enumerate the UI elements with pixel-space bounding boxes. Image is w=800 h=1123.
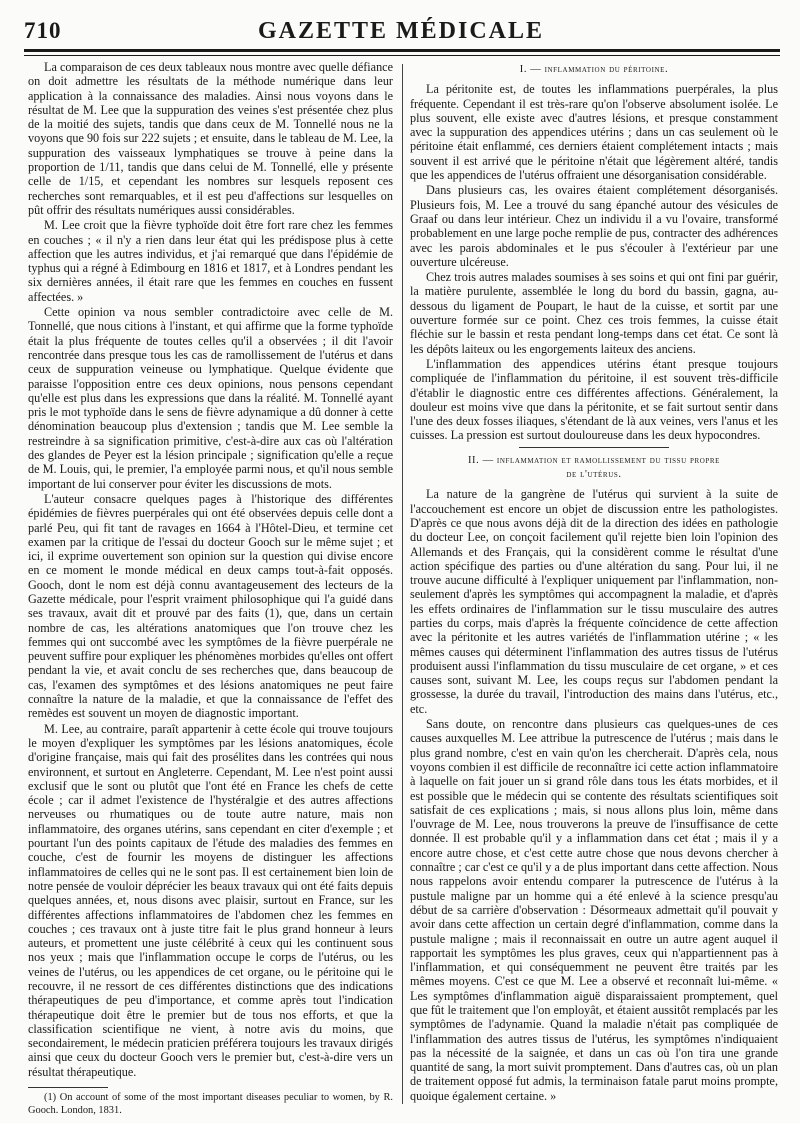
paragraph: Sans doute, on rencontre dans plusieurs cas quelques-unes de ces causes auxquelles M. Lee attribue la putrescence de l'utérus ; mais dans le plus grand nombre, c'est en vain qu'on les chercherait. D'après cela, nous voyons combien il est difficile de reconnaître ici cette action inflammatoire à laquelle on fait jouer un si grand rôle dans tous les états morbides, et il est possible que le médecin qui se contente des résultats scientifiques soit satisfait de ces explications ; mais, si nous allons plus loin, même dans l'ouvrage de M. Lee, nous trouverons la preuve de l'insuffisance de cette donnée. Il est probable qu'il y a inflammation dans cet état ; mais il y a encore autre chose, et c'est cette autre chose que nous devons chercher à connaître ; car c'est ce qu'il y a de plus important dans cette affection. Nous nous rappelons avoir entendu comparer la putrescence de l'utérus à la pustule maligne par un homme qui a été enlevé à la science presqu'au début de sa carrière d'observation : Désormeaux admettait qu'il pouvait y avoir dans cette affection un certain degré d'inflammation, comme dans la pustule maligne ; mais il reconnaissait en outre un autre agent auquel il rapportait les symptômes les plus graves, ceux qui n'appartiennent pas à l'inflammation, et qui conséquemment ne peuvent être traités par les mêmes moyens. C'est ce que M. Lee a observé et reconnaît lui-même. « Les symptômes d'inflammation aiguë disparaissaient promptement, quel que fût le traitement que l'on employât, et étaient aussitôt remplacés par les symptômes de l'adynamie. Quand la maladie n'était pas compliquée de l'inflammation des autres tissus de l'utérus, les symptômes n'indiquaient pas la nécessité de la saignée, et dans un cas où l'on tira une grande quantité de sang, la mort suivit promptement. Dans d'autres cas, où un plan de traitement opposé fut admis, la terminaison fatale parut moins prompte, quoique également certaine. » <box>410 717 778 1103</box>
page-number: 710 <box>24 18 62 43</box>
paragraph: La nature de la gangrène de l'utérus qui survient à la suite de l'accouchement est encore un objet de discussion entre les pathologistes. D'après ce que nous avons déjà dit de la direction des idées en pathologie du docteur Lee, on conçoit facilement qu'il rejette bien loin l'opinion des Allemands et des Français, qui la considèrent comme le résultat d'une action spécifique des parties ou d'une altération du sang. Pour lui, il ne trouve aucune difficulté à l'expliquer uniquement par l'inflammation, non-seulement d'après les symptômes qui accompagnent la maladie, et d'après les effets ordinaires de l'inflammation sur le tissu musculaire des autres parties du corps, mais d'après la fréquente coïncidence de cette affection avec la péritonite et les autres variétés de l'inflammation utérine ; « les mêmes causes qui déterminent l'inflammation des autres tissus de l'utérus produisent aussi l'inflammation du tissu musculaire de cet organe, » et ces causes sont, suivant M. Lee, les coups reçus sur l'abdomen pendant la grossesse, la durée du travail, l'introduction des mains dans l'utérus, etc., etc. <box>410 487 778 716</box>
footnote-rule <box>28 1087 108 1088</box>
section-heading-2 <box>410 454 778 483</box>
section-heading-1-text: I. — inflammation du péritoine. <box>519 64 669 75</box>
paragraph: L'inflammation des appendices utérins étant presque toujours compliquée de l'inflammation du péritoine, il est souvent très-difficile d'établir le diagnostic entre ces différentes affections. Généralement, la douleur est moins vive que dans la péritonite, et se fait surtout sentir dans l'une des deux fosses iliaques, s'étendant de là aux veines, vers l'anus et les cuisses. La pression est surtout douloureuse dans les deux hypocondres. <box>410 356 778 443</box>
section-heading-1 <box>410 63 778 77</box>
left-column <box>28 60 393 1118</box>
section-heading-2-line2: de l'utérus. <box>566 469 622 481</box>
header-rule-thin <box>24 55 780 56</box>
footnote: (1) On account of some of the most important diseases peculiar to women, by R. Gooch. London, 1831. <box>28 1092 393 1116</box>
section-separator <box>519 447 669 448</box>
paragraph: Chez trois autres malades soumises à ses soins et qui ont fini par guérir, la matière purulente, assemblée le long du bord du bassin, gagna, au-dessous du ligament de Poupart, le haut de la cuisse, et sortit par une ouverture formée sur ce point. Chez ces trois femmes, la cuisse était fléchie sur le bassin et resta pendant long-temps dans cet état. Ce sont là les dépôts laiteux ou les engorgements laiteux des anciens. <box>410 270 778 356</box>
right-column <box>410 60 778 1104</box>
paragraph: La comparaison de ces deux tableaux nous montre avec quelle défiance on doit admettre les résultats de la méthode numérique dans leur application à la connaissance des maladies. Ainsi nous voyons dans le résultat de M. Lee que la suppuration des veines s'est présentée chez plus de la moitié des sujets, tandis que dans ceux de M. Tonnellé nous ne la voyons que 90 fois sur 222 sujets ; et ensuite, dans le tableau de M. Lee, la suppuration des vaisseaux lymphatiques se trouve à peine dans la proportion de 1/11, tandis que dans celui de M. Tonnellé, elle y présente celle de 1/15, et cependant les nombres sur lesquels reposent ces recherches sont remarquables, et il est peu d'affections sur lesquelles on pût offrir des résultats numériques aussi considérables. <box>28 60 393 217</box>
page-header <box>24 14 778 54</box>
paragraph: M. Lee croit que la fièvre typhoïde doit être fort rare chez les femmes en couches ; « il n'y a rien dans leur état qui les prédispose plus à cette affection que les autres individus, et j'ai remarqué que dans l'épidémie de typhus qui a régné à Edimbourg en 1816 et 1817, et à Londres pendant les six dernières années, il était rare que les femmes en couches en fussent affectées. » <box>28 218 393 304</box>
paragraph: La péritonite est, de toutes les inflammations puerpérales, la plus fréquente. Cependant il est très-rare qu'on l'observe absolument isolée. Le plus souvent, elle existe avec d'autres lésions, et presque constamment avec la suppuration des appendices utérins ; dans un cas seulement où le péritoine était enflammé, ces derniers étaient complétement intacts ; mais souvent il est arrivé que le péritoine n'était que légèrement altéré, tandis que les appendices de l'utérus offraient une désorganisation considérable. <box>410 82 778 183</box>
section-heading-2-line1: II. — inflammation et ramollissement du tissu propre <box>467 454 721 466</box>
paragraph: Dans plusieurs cas, les ovaires étaient complétement désorganisés. Plusieurs fois, M. Lee a trouvé du sang épanché autour des vésicules de Graaf ou dans leur intérieur. Chez un individu il a vu l'ovaire, transformé probablement en une large poche remplie de pus, contracter des adhérences avec les parois abdominales et le pus s'écouler à l'extérieur par une ouverture ulcéreuse. <box>410 183 778 269</box>
column-divider <box>402 64 403 1104</box>
paragraph: M. Lee, au contraire, paraît appartenir à cette école qui trouve toujours le moyen d'expliquer les symptômes par les lésions anatomiques, école d'origine française, mais qui fait des prosélites dans les contrées qui nous environnent, et surtout en Angleterre. Cependant, M. Lee n'est point aussi exclusif que le sont ou plutôt que l'ont été en France les chefs de cette école ; car il admet l'existence de l'hystéralgie et des autres affections nerveuses ou rhumatiques ou de toute autre nature, mais non inflammatoire, des organes utérins, sans cependant en citer d'exemple ; et pourtant l'un des points capitaux de l'étude des maladies des femmes en couche, c'est de fournir les moyens de distinguer les affections inflammatoires de celles qui ne le sont pas. Il est certainement bien loin de notre pensée de vouloir déprécier les beaux travaux qui ont été faits depuis quelques années, et, nous disons avec plaisir, surtout en France, sur les différentes affections inflammatoires de l'abdomen chez les femmes en couches ; ces travaux ont à juste titre fait le plus grand honneur à leurs auteurs, et promettent une juste célébrité à ceux qui les continuent sous nos yeux ; mais que l'inflammation occupe le corps de l'utérus, ou les veines de l'utérus, ou les appendices de cet organe, ou le péritoine qui le recouvre, il ne ressort de ces différentes distinctions que des indications thérapeutiques de peu d'importance, et comme après tout l'indication thérapeutique doit être le premier but de tous nos efforts, et que la classification scientifique ne vient, à notre avis du moins, que secondairement, le médecin praticien préférera toujours les travaux dirigés ainsi que ceux du docteur Gooch vers le premier but, c'est-à-dire vers un résultat thérapeutique. <box>28 721 393 1079</box>
paragraph: L'auteur consacre quelques pages à l'historique des différentes épidémies de fièvres puerpérales qui ont été observées depuis celle dont a parlé Peu, qui fit tant de ravages en 1664 à l'Hôtel-Dieu, et termine cet examen par la critique de l'essai du docteur Gooch sur le même sujet ; et ici, il exprime ouvertement son opinion sur la question qui divise encore en ce moment le monde médical en deux camps tout-à-fait opposés. Gooch, dont le nom est déjà connu avantageusement des lecteurs de la Gazette médicale, pour l'esprit vraiment philosophique qui l'a guidé dans ses travaux, avait dit et prouvé par des faits (1), que, dans un certain nombre de cas, les altérations anatomiques que l'on trouve chez les femmes qui ont succombé avec les symptômes de la fièvre puerpérale ne peuvent suffire pour expliquer les phénomènes morbides qu'elles ont offert pendant la vie, et avait conclu de ses recherches que, dans beaucoup de cas, l'examen des symptômes et des lésions anatomiques ne peut faire connaître la nature de la maladie, et que la connaissance de l'effet des remèdes est souvent un moyen de diagnostic important. <box>28 491 393 721</box>
paragraph: Cette opinion va nous sembler contradictoire avec celle de M. Tonnellé, que nous citions à l'instant, et qui affirme que la forme typhoïde était la plus fréquente de toutes celles qu'il a observées ; il dit l'avoir rencontrée dans presque tous les cas de ramollissement de l'utérus et dans ceux de suppuration veineuse ou lymphatique. Quelque évidente que paraisse l'opposition entre ces deux opinions, nous pensons cependant qu'elle est plus dans les expressions que dans la réalité. M. Tonnellé ayant pris le mot typhoïde dans le sens de fièvre adynamique a dû donner à cette dénomination beaucoup plus d'extension ; tandis que M. Lee semble la restreindre à sa signification primitive, c'est-à-dire aux cas où l'altération des glandes de Peyer est la lésion principale ; signification qu'elle a reçue de M. Louis, qui, le premier, l'a employée parmi nous, et qu'il nous semble important de lui conserver pour éviter les discussions de mots. <box>28 305 393 491</box>
header-rule-thick <box>24 49 780 52</box>
journal-title: GAZETTE MÉDICALE <box>257 18 545 44</box>
